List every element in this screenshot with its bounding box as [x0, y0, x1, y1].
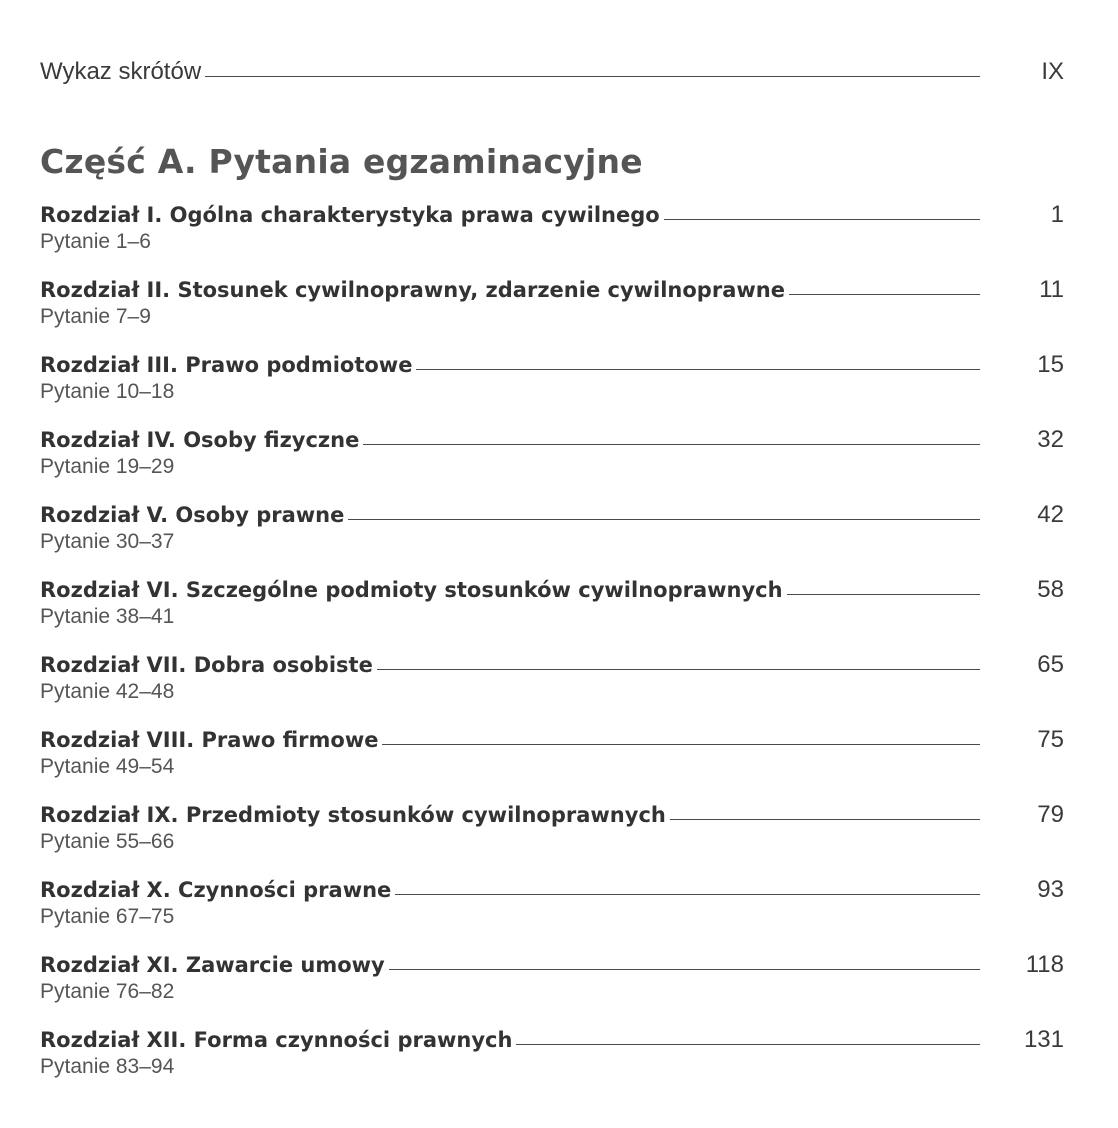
chapter-list [40, 201, 1064, 1079]
chapter-title: Rozdział II. Stosunek cywilnoprawny, zdarzenie cywilnoprawne [40, 278, 785, 302]
toc-entry-chapter[interactable] [40, 276, 1064, 329]
chapter-title: Rozdział X. Czynności prawne [40, 878, 392, 902]
chapter-page-number: 79 [1037, 801, 1064, 828]
chapter-title: Rozdział I. Ogólna charakterystyka prawa cywilnego [40, 203, 660, 227]
chapter-page-number: 93 [1037, 876, 1064, 903]
chapter-questions: Pytanie 42–48 [40, 680, 175, 703]
chapter-page-number: 118 [1025, 951, 1064, 978]
chapter-page-number: 65 [1037, 651, 1064, 678]
chapter-questions: Pytanie 49–54 [40, 755, 175, 778]
toc-entry-chapter[interactable] [40, 801, 1064, 854]
dot-leader [416, 369, 980, 370]
chapter-title: Rozdział IX. Przedmioty stosunków cywilnoprawnych [40, 803, 666, 827]
chapter-questions: Pytanie 1–6 [40, 230, 151, 253]
chapter-page-number: 42 [1037, 501, 1064, 528]
toc-entry-chapter[interactable] [40, 201, 1064, 254]
table-of-contents [40, 58, 1064, 1101]
chapter-title: Rozdział XII. Forma czynności prawnych [40, 1028, 513, 1052]
chapter-questions: Pytanie 19–29 [40, 455, 175, 478]
dot-leader [377, 669, 980, 670]
dot-leader [382, 744, 980, 745]
chapter-questions: Pytanie 7–9 [40, 305, 151, 328]
dot-leader [348, 519, 980, 520]
chapter-questions: Pytanie 76–82 [40, 980, 175, 1003]
chapter-page-number: 58 [1037, 576, 1064, 603]
toc-entry-abbreviations[interactable] [40, 58, 1064, 86]
chapter-questions: Pytanie 83–94 [40, 1055, 175, 1078]
dot-leader [516, 1044, 980, 1045]
chapter-page-number: 11 [1039, 276, 1064, 303]
chapter-questions: Pytanie 67–75 [40, 905, 175, 928]
chapter-title: Rozdział VIII. Prawo firmowe [40, 728, 379, 752]
dot-leader [787, 594, 980, 595]
dot-leader [670, 819, 980, 820]
chapter-title: Rozdział VII. Dobra osobiste [40, 653, 373, 677]
chapter-questions: Pytanie 55–66 [40, 830, 175, 853]
toc-entry-chapter[interactable] [40, 876, 1064, 929]
part-heading: Część A. Pytania egzaminacyjne [40, 142, 643, 181]
chapter-questions: Pytanie 38–41 [40, 605, 175, 628]
chapter-title: Rozdział III. Prawo podmiotowe [40, 353, 413, 377]
dot-leader [664, 219, 980, 220]
dot-leader [789, 294, 980, 295]
toc-entry-chapter[interactable] [40, 351, 1064, 404]
dot-leader [363, 444, 980, 445]
toc-entry-chapter[interactable] [40, 726, 1064, 779]
chapter-page-number: 75 [1037, 726, 1064, 753]
toc-entry-title: Wykaz skrótów [40, 58, 202, 85]
toc-entry-chapter[interactable] [40, 501, 1064, 554]
toc-entry-chapter[interactable] [40, 1026, 1064, 1079]
chapter-page-number: 32 [1037, 426, 1064, 453]
toc-page-number: IX [1041, 58, 1064, 85]
chapter-page-number: 15 [1037, 351, 1064, 378]
chapter-page-number: 1 [1050, 201, 1064, 228]
dot-leader [205, 76, 980, 77]
toc-entry-chapter[interactable] [40, 576, 1064, 629]
chapter-page-number: 131 [1023, 1026, 1064, 1053]
chapter-title: Rozdział V. Osoby prawne [40, 503, 345, 527]
dot-leader [389, 969, 980, 970]
chapter-questions: Pytanie 10–18 [40, 380, 175, 403]
toc-entry-chapter[interactable] [40, 426, 1064, 479]
chapter-title: Rozdział XI. Zawarcie umowy [40, 953, 385, 977]
chapter-questions: Pytanie 30–37 [40, 530, 175, 553]
dot-leader [395, 894, 980, 895]
chapter-title: Rozdział IV. Osoby fizyczne [40, 428, 360, 452]
chapter-title: Rozdział VI. Szczególne podmioty stosunków cywilnoprawnych [40, 578, 783, 602]
toc-entry-chapter[interactable] [40, 951, 1064, 1004]
toc-entry-chapter[interactable] [40, 651, 1064, 704]
